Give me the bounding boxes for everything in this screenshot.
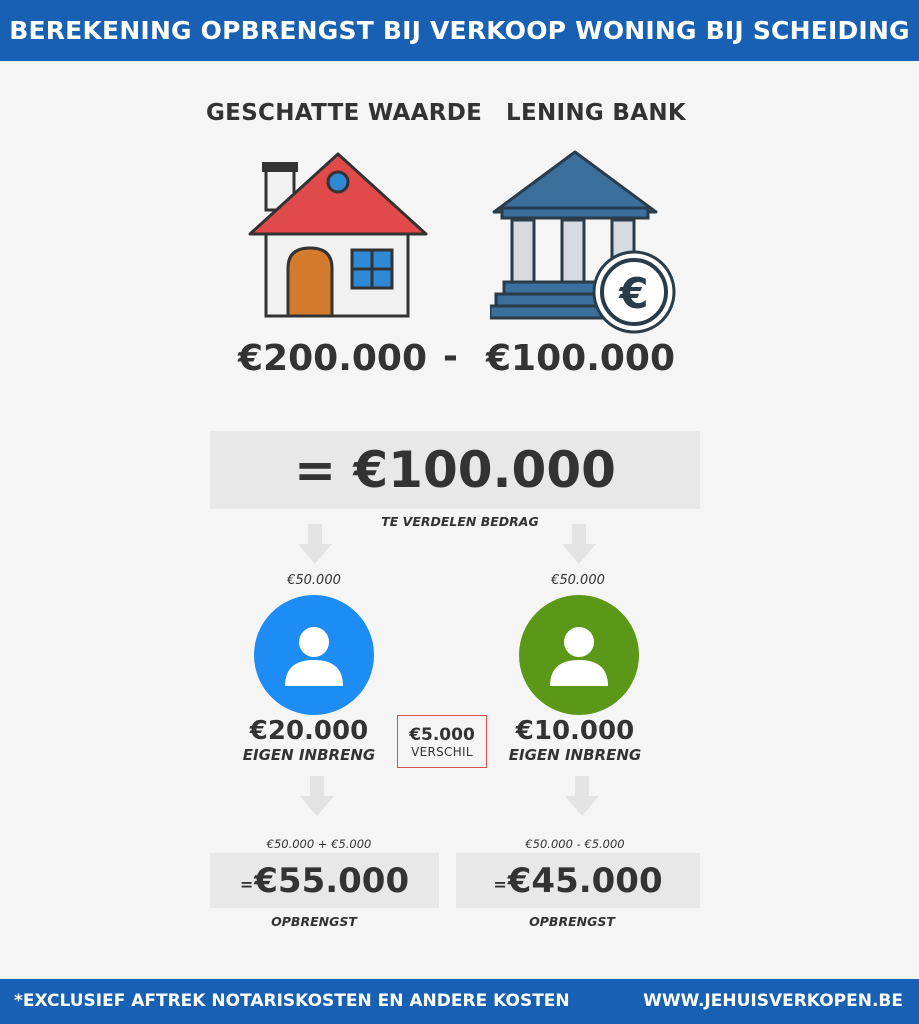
page-title: BEREKENING OPBRENGST BIJ VERKOOP WONING BIJ SCHEIDING — [9, 16, 910, 45]
difference-label: VERSCHIL — [411, 744, 473, 759]
difference-box — [397, 715, 487, 768]
bank-euro-icon — [490, 148, 682, 338]
person-1-proceeds-label: OPBRENGST — [271, 914, 357, 929]
person-1-proceeds-box — [210, 853, 439, 908]
arrow-down-icon — [565, 776, 599, 816]
person-2-proceeds-box — [456, 853, 700, 908]
person-2-contribution-label: EIGEN INBRENG — [508, 746, 642, 764]
arrow-down-icon — [300, 776, 334, 816]
person-2-share: €50.000 — [551, 573, 605, 588]
person-2-avatar — [519, 595, 639, 715]
bank-loan-amount: €100.000 — [486, 338, 676, 379]
person-2-equals-sign: = — [493, 875, 507, 894]
footer-disclaimer: *EXCLUSIEF AFTREK NOTARISKOSTEN EN ANDERE KOSTEN — [14, 991, 570, 1011]
person-1-contribution: €20.000 — [249, 716, 369, 746]
person-2-calculation: €50.000 - €5.000 — [525, 837, 625, 851]
amount-to-divide-caption: TE VERDELEN BEDRAG — [381, 514, 539, 529]
amount-to-divide-box — [210, 431, 700, 509]
house-icon — [248, 150, 430, 320]
estimated-value-amount: €200.000 — [238, 338, 428, 379]
bank-loan-label: LENING BANK — [506, 100, 687, 126]
person-1-calculation: €50.000 + €5.000 — [266, 837, 372, 851]
person-1-avatar — [254, 595, 374, 715]
header-bar — [0, 0, 919, 61]
person-2-proceeds: €45.000 — [507, 860, 663, 901]
minus-operator: - — [443, 336, 458, 377]
svg-text:€: € — [619, 269, 649, 318]
footer-website-link[interactable]: WWW.JEHUISVERKOPEN.BE — [643, 991, 903, 1011]
estimated-value-label: GESCHATTE WAARDE — [206, 100, 483, 126]
person-1-proceeds: €55.000 — [254, 860, 410, 901]
user-icon — [281, 622, 347, 688]
person-1-share: €50.000 — [287, 573, 341, 588]
arrow-down-icon — [562, 524, 596, 564]
user-icon — [546, 622, 612, 688]
person-2-proceeds-label: OPBRENGST — [529, 914, 615, 929]
arrow-down-icon — [298, 524, 332, 564]
person-1-contribution-label: EIGEN INBRENG — [242, 746, 376, 764]
person-2-contribution: €10.000 — [515, 716, 635, 746]
difference-amount: €5.000 — [409, 724, 475, 745]
amount-to-divide-value: = €100.000 — [294, 441, 616, 499]
person-1-equals-sign: = — [239, 875, 254, 894]
footer-bar — [0, 979, 919, 1024]
